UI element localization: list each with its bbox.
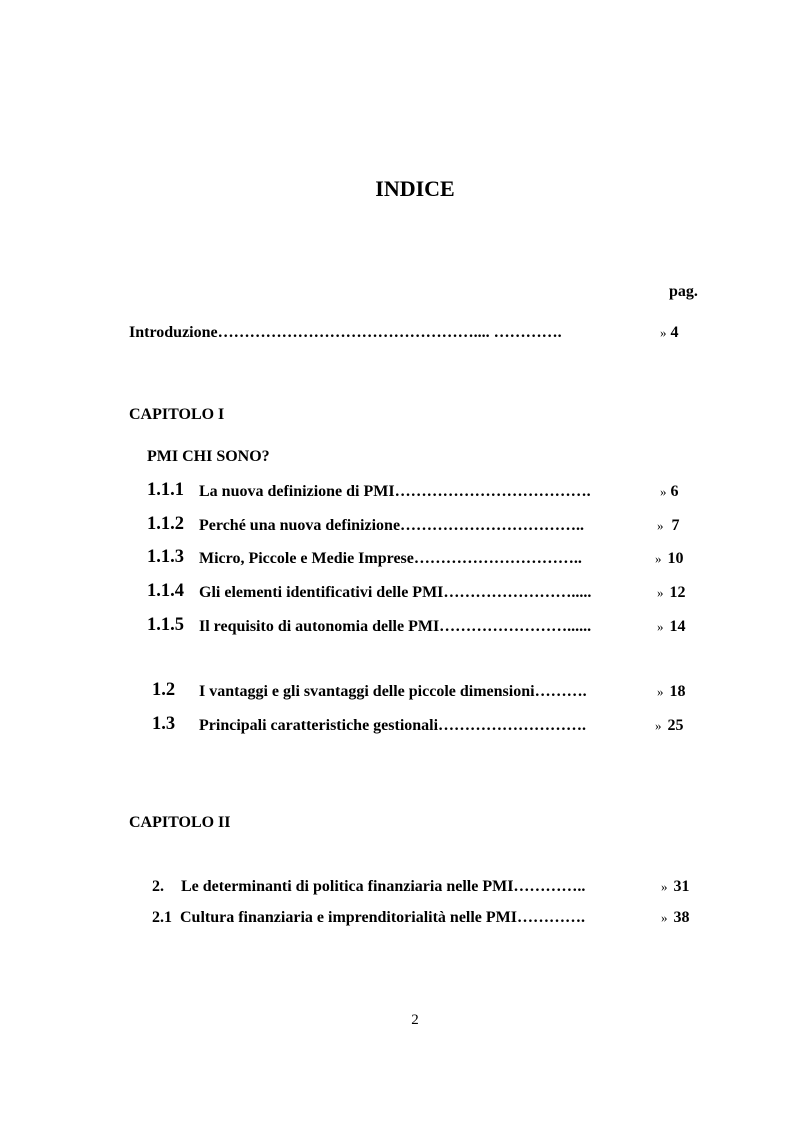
toc-page-number: 25	[667, 717, 684, 734]
arrow-icon: »	[657, 585, 664, 600]
toc-entry-title[interactable]: Perché una nuova definizione……………………………..	[199, 517, 585, 534]
toc-page	[661, 877, 690, 897]
toc-entry-title[interactable]: Gli elementi identificativi delle PMI…………………….....	[199, 584, 592, 601]
section-number: 1.1.3	[147, 547, 184, 567]
toc-page-number: 10	[667, 550, 684, 567]
toc-page	[657, 617, 686, 637]
toc-page-number: 12	[669, 584, 686, 601]
toc-entry[interactable]	[147, 480, 184, 501]
arrow-icon: »	[660, 484, 667, 499]
section-number: 1.1.1	[147, 480, 184, 500]
toc-entry-title[interactable]: I vantaggi e gli svantaggi delle piccole dimensioni……….	[199, 683, 587, 700]
toc-entry-title[interactable]: Cultura finanziaria e imprenditorialità nelle PMI………….	[180, 909, 586, 926]
toc-entry-title[interactable]: La nuova definizione di PMI……………………………….	[199, 483, 591, 500]
toc-page	[661, 908, 690, 928]
toc-entry[interactable]	[152, 714, 175, 735]
section-number: 2.1	[152, 909, 172, 926]
chapter-heading: CAPITOLO II	[129, 814, 231, 831]
section-number: 2.	[152, 878, 164, 895]
page-number: 2	[411, 1012, 419, 1028]
toc-entry-label: Introduzione………………………………………….... ………….	[129, 324, 562, 341]
toc-entry[interactable]	[152, 877, 164, 897]
toc-entry[interactable]	[152, 908, 172, 928]
arrow-icon: »	[655, 718, 662, 733]
toc-page	[657, 682, 686, 702]
toc-entry[interactable]	[152, 680, 175, 701]
toc-entry[interactable]	[147, 581, 184, 602]
toc-entry-title[interactable]: Principali caratteristiche gestionali……………………….	[199, 717, 587, 734]
arrow-icon: »	[661, 879, 668, 894]
toc-entry-title[interactable]: Le determinanti di politica finanziaria nelle PMI…………..	[181, 878, 586, 895]
toc-page-introduction	[660, 323, 679, 343]
toc-entry-introduction[interactable]	[129, 323, 562, 343]
toc-entry-title[interactable]: Il requisito di autonomia delle PMI……………………......	[199, 618, 592, 635]
toc-page-number: 18	[669, 683, 686, 700]
toc-page-number: 38	[673, 909, 690, 926]
toc-entry[interactable]	[147, 547, 184, 568]
section-number: 1.3	[152, 714, 176, 734]
toc-page-number: 31	[673, 878, 690, 895]
section-number: 1.2	[152, 680, 176, 700]
toc-page-number: 7	[671, 517, 680, 534]
toc-page	[660, 482, 679, 502]
section-number: 1.1.5	[147, 615, 184, 635]
toc-page-number: 14	[669, 618, 686, 635]
toc-page	[657, 583, 686, 603]
toc-entry-title[interactable]: Micro, Piccole e Medie Imprese…………………………..	[199, 550, 582, 567]
chapter-heading: CAPITOLO I	[129, 406, 225, 423]
section-number: 1.1.4	[147, 581, 184, 601]
toc-page-number: 6	[670, 483, 679, 500]
arrow-icon: »	[657, 518, 664, 533]
toc-page	[657, 516, 680, 536]
section-number: 1.1.2	[147, 514, 184, 534]
arrow-icon: »	[655, 551, 662, 566]
arrow-icon: »	[661, 910, 668, 925]
page-column-header: pag.	[669, 283, 698, 300]
toc-entry[interactable]	[147, 615, 184, 636]
toc-page-number: 4	[670, 324, 679, 341]
toc-entry[interactable]	[147, 514, 184, 535]
arrow-icon: »	[660, 325, 667, 340]
page-title: INDICE	[375, 176, 455, 201]
arrow-icon: »	[657, 619, 664, 634]
toc-page	[655, 716, 684, 736]
chapter-subheading: PMI CHI SONO?	[147, 448, 270, 465]
arrow-icon: »	[657, 684, 664, 699]
toc-page	[655, 549, 684, 569]
